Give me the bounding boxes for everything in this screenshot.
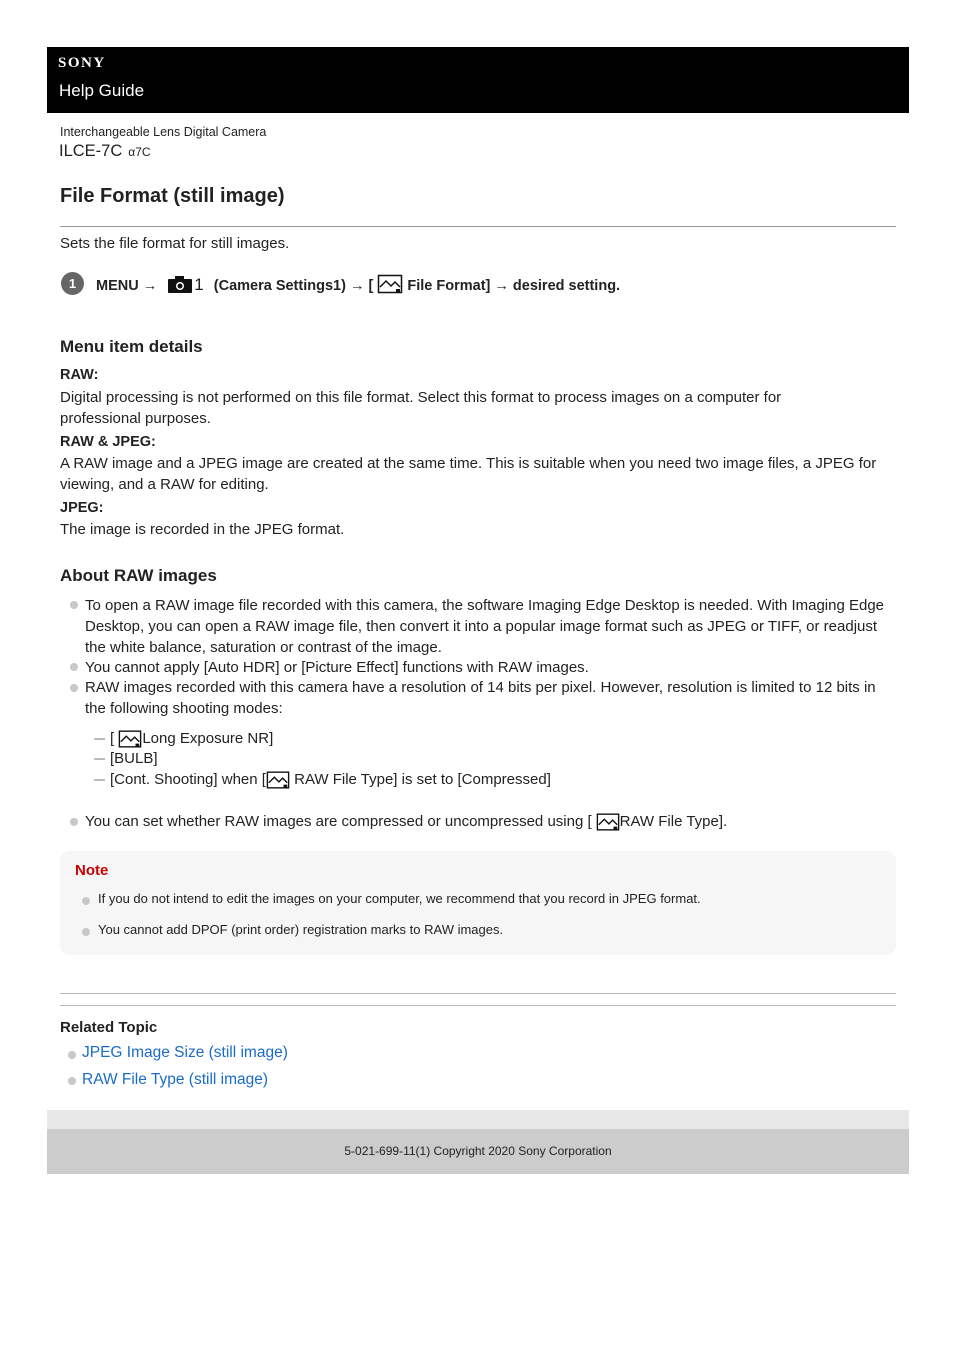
still-image-icon <box>118 729 142 749</box>
related-heading: Related Topic <box>60 1019 158 1036</box>
sub-item-cont-shooting <box>110 769 551 790</box>
product-model <box>59 142 151 161</box>
note-item-2: You cannot add DPOF (print order) registration marks to RAW images. <box>98 922 504 937</box>
dash-icon <box>94 738 105 740</box>
footer-spacer <box>47 1110 909 1129</box>
page-title: File Format (still image) <box>60 185 285 207</box>
bullet-icon <box>82 928 90 936</box>
sony-logo: SONY <box>58 55 106 71</box>
sub-item-post: Long Exposure NR] <box>142 730 274 747</box>
sub-item-bulb: [BULB] <box>110 750 158 767</box>
bullet-icon <box>70 684 78 692</box>
bullet-icon <box>68 1051 76 1059</box>
help-guide-label: Help Guide <box>59 81 145 100</box>
camera-settings-text: (Camera Settings1) → [ <box>213 277 374 294</box>
related-link-raw-file-type[interactable]: RAW File Type (still image) <box>82 1071 269 1088</box>
bullet-icon <box>70 601 78 609</box>
last-bullet-pre: You can set whether RAW images are compressed or uncompressed using [ <box>85 813 592 830</box>
title-divider <box>60 226 896 227</box>
related-link-jpeg-image-size[interactable]: JPEG Image Size (still image) <box>82 1044 288 1061</box>
term-jpeg: JPEG: <box>60 500 104 516</box>
term-raw-jpeg: RAW & JPEG: <box>60 434 156 450</box>
menu-label: MENU → <box>96 277 158 294</box>
dash-icon <box>94 779 105 781</box>
file-format-text: File Format] → desired setting. <box>407 277 621 294</box>
intro-text: Sets the file format for still images. <box>60 235 290 252</box>
about-raw-bullet-2: You cannot apply [Auto HDR] or [Picture Effect] functions with RAW images. <box>85 659 589 676</box>
note-label: Note <box>75 862 109 879</box>
sub-item-post: RAW File Type] is set to [Compressed] <box>294 771 551 788</box>
about-raw-bullet-4 <box>85 811 727 832</box>
related-divider-bottom <box>60 1005 896 1006</box>
sub-item-long-exposure <box>110 728 273 749</box>
step-number-badge: 1 <box>61 272 84 295</box>
model-number: ILCE-7C <box>59 142 123 160</box>
copyright-text: 5-021-699-11(1) Copyright 2020 Sony Corporation <box>344 1144 612 1158</box>
dash-icon <box>94 758 105 760</box>
still-image-icon <box>596 812 620 832</box>
about-raw-bullet-3: RAW images recorded with this camera have a resolution of 14 bits per pixel. However, resolution is limited to 12 bits in the following shooting modes: <box>85 679 876 717</box>
last-bullet-post: RAW File Type]. <box>619 813 728 830</box>
bullet-icon <box>82 897 90 905</box>
camera-icon <box>167 274 193 298</box>
still-image-icon <box>377 274 403 298</box>
about-raw-heading: About RAW images <box>60 566 217 585</box>
bullet-icon <box>70 663 78 671</box>
sub-item-pre: [Cont. Shooting] when [ <box>110 771 266 788</box>
camera-settings-number: 1 <box>194 274 204 294</box>
menu-details-heading: Menu item details <box>60 337 203 356</box>
desc-raw-jpeg: A RAW image and a JPEG image are created at the same time. This is suitable when you need two image files, a JPEG for viewing, and a RAW for editing. <box>60 455 877 493</box>
bullet-icon <box>70 818 78 826</box>
about-raw-bullet-1: To open a RAW image file recorded with this camera, the software Imaging Edge Desktop is needed. With Imaging Edge Desktop, you can open a RAW image file, then convert it into a popular image format such as JPEG or TIFF, or readjust the white balance, saturation or contrast of the image. <box>85 597 885 656</box>
bullet-icon <box>68 1077 76 1085</box>
header-bar <box>47 47 909 113</box>
model-alias: α7C <box>128 145 151 159</box>
term-raw: RAW: <box>60 367 99 383</box>
product-type: Interchangeable Lens Digital Camera <box>60 125 267 139</box>
desc-jpeg: The image is recorded in the JPEG format. <box>60 521 345 538</box>
sub-item-pre: [ <box>110 730 115 747</box>
note-item-1: If you do not intend to edit the images on your computer, we recommend that you record in JPEG format. <box>98 891 701 906</box>
step-instruction <box>96 274 620 298</box>
desc-raw: Digital processing is not performed on this file format. Select this format to process images on a computer for professional purposes. <box>60 389 782 427</box>
related-divider-top <box>60 993 896 994</box>
still-image-icon <box>266 770 290 790</box>
